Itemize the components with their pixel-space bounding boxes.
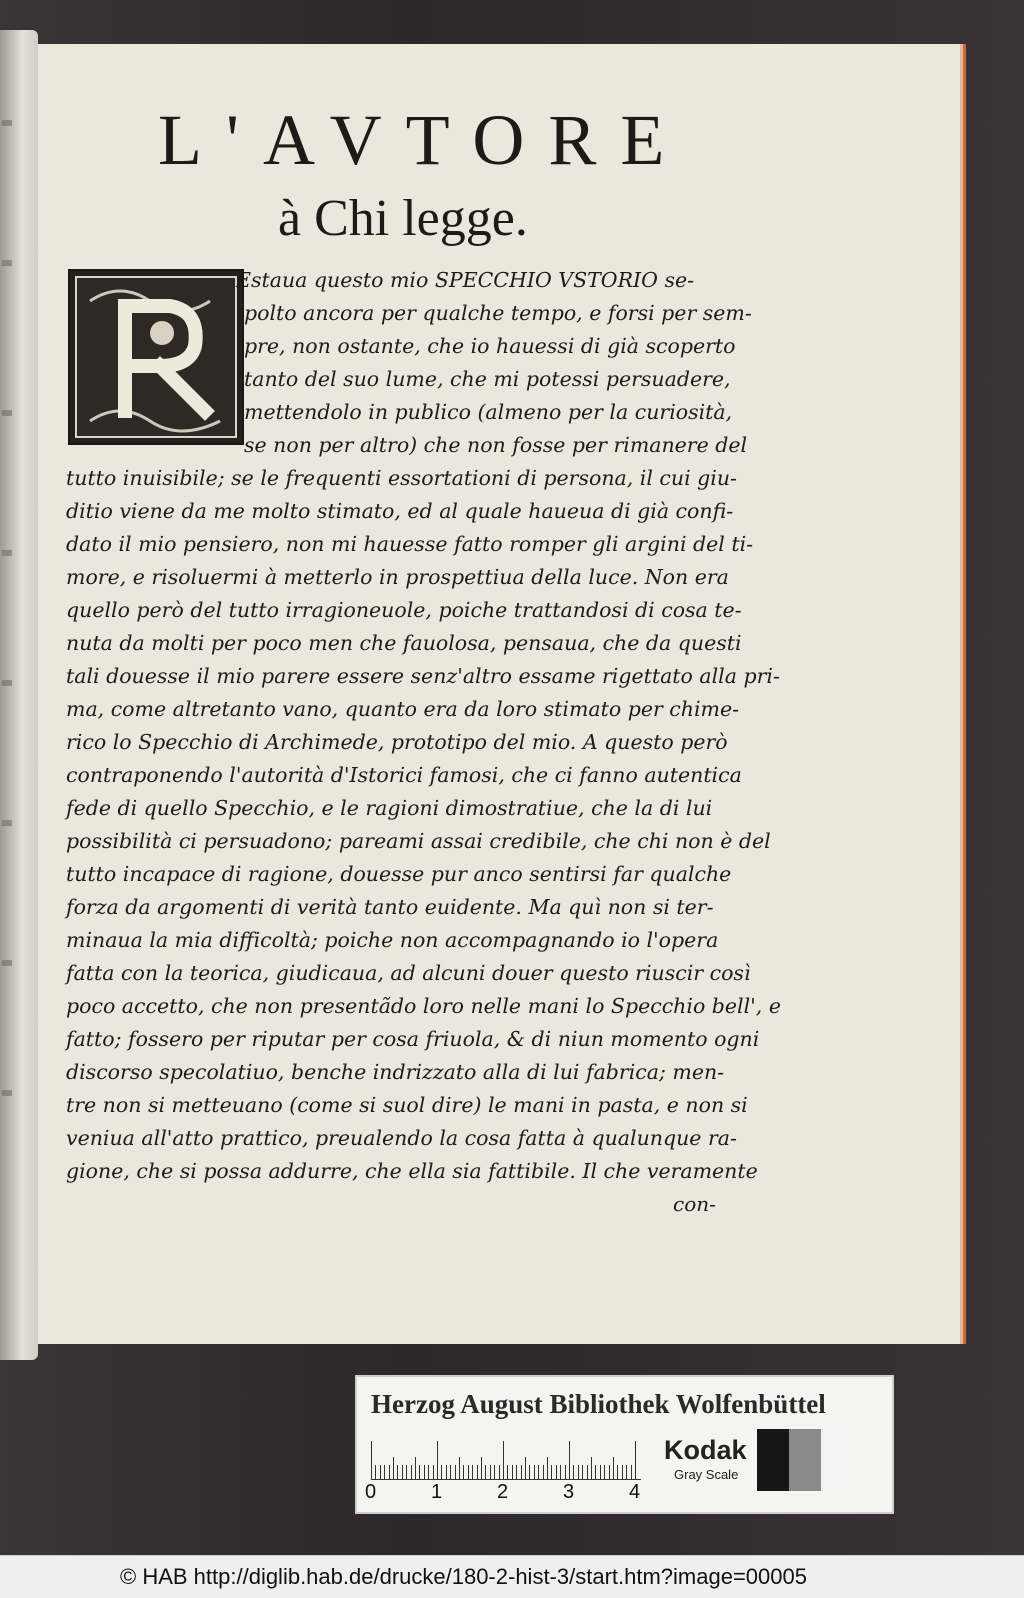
text-line: polto ancora per qualche tempo, e forsi per sem- xyxy=(244,301,752,325)
ruler-tick xyxy=(402,1465,403,1479)
text-line: Estaua questo mio SPECCHIO VSTORIO se- xyxy=(236,268,695,292)
ruler-tick xyxy=(587,1465,588,1479)
library-color-card xyxy=(355,1375,894,1514)
text-line: pre, non ostante, che io hauessi di già scoperto xyxy=(244,334,736,358)
ruler-tick xyxy=(591,1457,592,1479)
text-line: contraponendo l'autorità d'Istorici famosi, che ci fanno autentica xyxy=(66,763,742,787)
ruler-tick xyxy=(525,1457,526,1479)
ruler-tick xyxy=(437,1441,438,1479)
ruler-number: 0 xyxy=(365,1481,377,1503)
gray-swatch xyxy=(821,1429,853,1491)
ruler-tick xyxy=(543,1465,544,1479)
ruler-tick xyxy=(411,1465,412,1479)
ruler-tick xyxy=(534,1465,535,1479)
text-line: tanto del suo lume, che mi potessi persuadere, xyxy=(244,367,731,391)
text-line: ma, come altretanto vano, quanto era da loro stimato per chime- xyxy=(66,697,740,721)
page-title: L'AVTORE xyxy=(158,100,689,180)
ruler-tick xyxy=(428,1465,429,1479)
text-line: mettendolo in publico (almeno per la curiosità, xyxy=(244,400,733,424)
ruler-tick xyxy=(490,1465,491,1479)
text-line: veniua all'atto prattico, preualendo la cosa fatta à qualunque ra- xyxy=(66,1126,737,1150)
ruler-tick xyxy=(380,1465,381,1479)
library-name: Herzog August Bibliothek Wolfenbüttel xyxy=(371,1389,826,1419)
page-subtitle: à Chi legge. xyxy=(278,190,528,247)
ruler-tick xyxy=(485,1465,486,1479)
text-line: rico lo Specchio di Archimede, prototipo del mio. A questo però xyxy=(66,730,728,754)
gray-swatch xyxy=(757,1429,789,1491)
ruler-tick xyxy=(393,1457,394,1479)
ruler-tick xyxy=(521,1465,522,1479)
ruler-tick xyxy=(529,1465,530,1479)
ruler-tick xyxy=(406,1465,407,1479)
ruler-tick xyxy=(631,1465,632,1479)
catchword: con- xyxy=(673,1192,716,1216)
ruler-tick xyxy=(455,1465,456,1479)
text-line: ditio viene da me molto stimato, ed al quale haueua di già confi- xyxy=(66,499,734,523)
text-line: tutto incapace di ragione, douesse pur anco sentirsi far qualche xyxy=(66,862,732,886)
book-page xyxy=(38,44,966,1344)
ruler-tick xyxy=(463,1465,464,1479)
text-line: more, e risoluermi à metterlo in prospettiua della luce. Non era xyxy=(66,565,729,589)
ruler-tick xyxy=(384,1465,385,1479)
facing-page-edge xyxy=(0,30,38,1360)
gray-swatch xyxy=(789,1429,821,1491)
text-line: nuta da molti per poco men che fauolosa, pensaua, che da questi xyxy=(66,631,742,655)
text-line: quello però del tutto irragioneuole, poiche trattandosi di cosa te- xyxy=(66,598,742,622)
ruler-tick xyxy=(613,1457,614,1479)
ruler-tick xyxy=(507,1465,508,1479)
ruler-tick xyxy=(538,1465,539,1479)
ruler-tick xyxy=(424,1465,425,1479)
scale-ruler xyxy=(371,1439,641,1480)
ruler-tick xyxy=(446,1465,447,1479)
ruler-tick xyxy=(547,1457,548,1479)
ruler-tick xyxy=(415,1457,416,1479)
ruler-tick xyxy=(468,1465,469,1479)
ruler-number: 2 xyxy=(497,1481,509,1503)
text-line: fede di quello Specchio, e le ragioni dimostratiue, che la di lui xyxy=(66,796,713,820)
ruler-tick xyxy=(397,1465,398,1479)
text-line: possibilità ci persuadono; pareami assai credibile, che chi non è del xyxy=(66,829,771,853)
ruler-tick xyxy=(609,1465,610,1479)
ruler-tick xyxy=(556,1465,557,1479)
ruler-tick xyxy=(472,1465,473,1479)
text-line: gione, che si possa addurre, che ella sia fattibile. Il che veramente xyxy=(66,1159,758,1183)
ruler-tick xyxy=(600,1465,601,1479)
ruler-tick xyxy=(450,1465,451,1479)
text-line: tali douesse il mio parere essere senz'altro essame rigettato alla pri- xyxy=(66,664,780,688)
ruler-tick xyxy=(499,1465,500,1479)
ruler-tick xyxy=(459,1457,460,1479)
ruler-tick xyxy=(551,1465,552,1479)
credit-footer xyxy=(0,1555,1024,1598)
ruler-number: 3 xyxy=(563,1481,575,1503)
text-line: fatta con la teorica, giudicaua, ad alcuni douer questo riuscir così xyxy=(66,961,751,985)
ruler-tick xyxy=(494,1465,495,1479)
text-line: tutto inuisibile; se le frequenti essortationi di persona, il cui giu- xyxy=(66,466,737,490)
ruler-tick xyxy=(512,1465,513,1479)
ruler-tick xyxy=(565,1465,566,1479)
text-line: tre non si metteuano (come si suol dire) le mani in pasta, e non si xyxy=(66,1093,748,1117)
ruler-number: 4 xyxy=(629,1481,641,1503)
text-line: dato il mio pensiero, non mi hauesse fatto romper gli argini del ti- xyxy=(66,532,754,556)
ruler-number: 1 xyxy=(431,1481,443,1503)
brand-subtitle: Gray Scale xyxy=(674,1467,739,1482)
text-line: minaua la mia difficoltà; poiche non accompagnando io l'opera xyxy=(66,928,719,952)
ruler-tick xyxy=(477,1465,478,1479)
ruler-tick xyxy=(375,1465,376,1479)
ruler-tick xyxy=(573,1465,574,1479)
ruler-tick xyxy=(604,1465,605,1479)
ruler-tick xyxy=(582,1465,583,1479)
ruler-tick xyxy=(516,1465,517,1479)
ruler-tick xyxy=(635,1441,636,1479)
ruler-tick xyxy=(481,1457,482,1479)
ruler-tick xyxy=(433,1465,434,1479)
brand-name: Kodak xyxy=(664,1435,747,1465)
ruler-tick xyxy=(441,1465,442,1479)
ruler-tick xyxy=(622,1465,623,1479)
ruler-tick xyxy=(560,1465,561,1479)
body-text xyxy=(66,264,796,1188)
ruler-tick xyxy=(389,1465,390,1479)
ruler-tick xyxy=(419,1465,420,1479)
ruler-tick xyxy=(617,1465,618,1479)
ruler-tick xyxy=(578,1465,579,1479)
text-line: poco accetto, che non presentãdo loro nelle mani lo Specchio bell', e xyxy=(66,994,781,1018)
ruler-tick xyxy=(371,1441,372,1479)
ruler-tick xyxy=(503,1441,504,1479)
text-line: forza da argomenti di verità tanto euidente. Ma quì non si ter- xyxy=(66,895,714,919)
ruler-tick xyxy=(626,1465,627,1479)
ruler-tick xyxy=(569,1441,570,1479)
ruler-tick xyxy=(595,1465,596,1479)
text-line: discorso specolatiuo, benche indrizzato alla di lui fabrica; men- xyxy=(66,1060,725,1084)
text-line: fatto; fossero per riputar per cosa friuola, & di niun momento ogni xyxy=(66,1027,760,1051)
credit-link[interactable]: © HAB http://diglib.hab.de/drucke/180-2-hist-3/start.htm?image=00005 xyxy=(120,1564,807,1589)
text-line: se non per altro) che non fosse per rimanere del xyxy=(244,433,748,457)
